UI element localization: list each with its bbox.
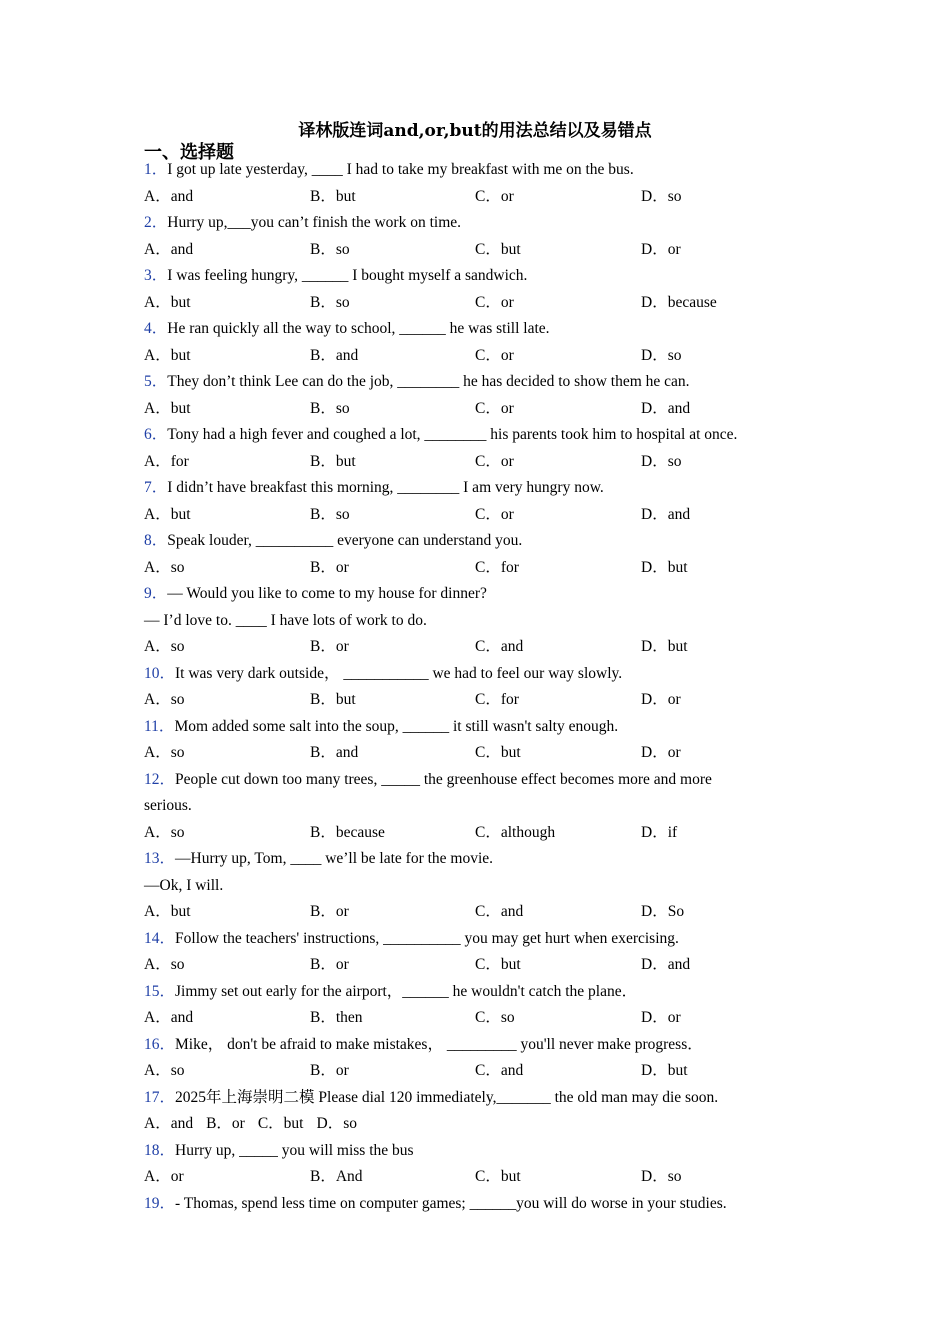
question-text: Tony had a high fever and coughed a lot, ________ his parents took him to hospital at once. [167,426,738,443]
answer-option[interactable]: C．but [475,1168,521,1185]
answer-option[interactable]: D．or [641,1009,681,1026]
answer-option[interactable]: D．So [641,903,685,920]
answer-option[interactable]: D．or [641,744,681,761]
question-number: 14． [144,929,176,947]
question-number: 19． [144,1194,176,1212]
question-text: 2025年上海崇明二模 Please dial 120 immediately,_______ the old man may die soon. [175,1088,719,1106]
answer-options [144,343,804,370]
answer-option[interactable]: B．but [310,187,356,205]
answer-option[interactable]: C．but [475,240,521,258]
answer-options [144,740,804,767]
question-stem [144,316,804,343]
question-stem-continued [144,608,804,635]
answer-options [144,290,804,317]
question-stem [144,369,804,396]
answer-option[interactable]: C．or [475,399,514,417]
answer-option[interactable]: D．or [641,240,681,258]
answer-option[interactable]: A．and [144,240,194,258]
answer-options [144,449,804,476]
answer-options [144,1164,804,1191]
answer-options [144,184,804,211]
question-number: 8． [144,532,168,549]
answer-option[interactable]: B．because [310,823,385,841]
answer-option[interactable]: A．for [144,452,189,470]
question-text: I got up late yesterday, ____ I had to take my breakfast with me on the bus. [167,161,634,178]
question-stem [144,475,804,502]
question-text: He ran quickly all the way to school, ______ he was still late. [167,320,550,337]
question-number: 4． [144,320,168,337]
answer-options [144,899,804,926]
answer-option[interactable]: C．and [475,638,524,655]
answer-option[interactable]: D．and [641,956,691,973]
answer-option[interactable]: A．but [144,346,191,364]
question-number: 10． [144,664,176,682]
question-item [144,475,804,528]
question-stem [144,157,804,184]
answer-options [144,502,804,529]
answer-options [144,634,804,661]
question-stem-continued [144,873,804,900]
answer-option[interactable]: B．so [310,240,350,258]
question-item [144,1032,804,1085]
question-text: People cut down too many trees, _____ the greenhouse effect becomes more and more [175,770,712,788]
question-list [144,157,804,1217]
answer-option[interactable]: A．so [144,638,185,655]
question-number: 9． [144,585,168,602]
question-stem [144,263,804,290]
answer-option[interactable]: D．if [641,823,678,841]
answer-option[interactable]: A．so [144,744,185,761]
question-text: Speak louder, __________ everyone can understand you. [167,532,523,549]
question-number: 5． [144,373,168,390]
question-number: 7． [144,479,168,496]
answer-option[interactable]: C．although [475,823,556,841]
answer-option[interactable]: C．or [475,346,514,364]
answer-option[interactable]: A．and [144,187,194,205]
answer-option[interactable]: A．and [144,1009,194,1026]
answer-option[interactable]: A．so [144,956,185,973]
answer-option[interactable]: B．but [310,452,356,470]
question-text: They don’t think Lee can do the job, ________ he has decided to show them he can. [167,373,690,390]
question-number: 15． [144,982,176,1000]
question-stem [144,714,804,741]
question-item [144,369,804,422]
question-text: — Would you like to come to my house for dinner? [167,585,487,602]
question-item [144,528,804,581]
answer-option[interactable]: C．or [475,505,514,523]
question-stem [144,1032,804,1059]
question-number: 18． [144,1141,176,1159]
answer-option[interactable]: B．and [310,346,359,364]
question-stem [144,422,804,449]
document-title: 译林版连词and,or,but的用法总结以及易错点 [298,121,652,141]
answer-option[interactable]: B．so [310,505,350,523]
question-stem [144,1191,804,1218]
answer-option[interactable]: B．so [310,399,350,417]
question-stem [144,846,804,873]
answer-option[interactable]: A．or [144,1168,184,1185]
question-item [144,1191,804,1218]
question-item [144,714,804,767]
answer-option[interactable]: D．so [316,1115,357,1132]
answer-option[interactable]: B．or [310,1062,349,1079]
question-stem [144,1085,804,1112]
answer-option[interactable]: A．so [144,823,185,841]
question-number: 1． [144,161,168,178]
answer-option[interactable]: D．because [641,293,717,311]
question-stem [144,210,804,237]
answer-option[interactable]: D．so [641,1168,682,1185]
question-text: —Hurry up, Tom, ____ we’ll be late for the movie. [175,850,494,867]
question-item [144,661,804,714]
question-item [144,581,804,661]
answer-option[interactable]: D．and [641,399,691,417]
question-item [144,1138,804,1191]
question-number: 17． [144,1088,176,1106]
answer-option[interactable]: C．but [475,956,521,973]
question-stem [144,926,804,953]
answer-option[interactable]: A．but [144,293,191,311]
question-item [144,210,804,263]
question-number: 16． [144,1035,176,1053]
question-item [144,1085,804,1138]
answer-option[interactable]: D．so [641,346,682,364]
question-stem [144,1138,804,1165]
answer-options [144,555,804,582]
answer-option[interactable]: D．so [641,452,682,470]
question-text: —Ok, I will. [144,876,224,894]
question-text: - Thomas, spend less time on computer games; ______you will do worse in your studies. [175,1194,727,1212]
answer-option[interactable]: C．and [475,903,524,920]
answer-options [144,1058,804,1085]
answer-option[interactable]: A．so [144,691,185,708]
question-stem [144,528,804,555]
question-number: 2． [144,214,168,231]
question-item [144,767,804,847]
answer-option[interactable]: C．or [475,452,514,470]
question-text: It was very dark outside， ___________ we had to feel our way slowly. [175,664,623,682]
question-number: 6． [144,426,168,443]
question-item [144,979,804,1032]
answer-option[interactable]: B．or [310,638,349,655]
question-text: Jimmy set out early for the airport，______ he wouldn't catch the plane． [175,982,638,1000]
answer-option[interactable]: C．so [475,1009,515,1026]
answer-option[interactable]: C．but [257,1115,304,1132]
question-text: I was feeling hungry, ______ I bought myself a sandwich. [167,267,528,284]
answer-option[interactable]: B．then [310,1009,363,1026]
answer-options [144,237,804,264]
answer-option[interactable]: C．but [475,744,521,761]
question-stem-continued [144,793,804,820]
answer-option[interactable]: D．and [641,505,691,523]
answer-options [144,396,804,423]
answer-option[interactable]: B．or [310,903,349,920]
question-number: 13． [144,850,176,867]
answer-option[interactable]: B．or [310,558,349,576]
answer-option[interactable]: B．or [310,956,349,973]
answer-option[interactable]: C．for [475,558,519,576]
question-text: Hurry up, _____ you will miss the bus [175,1141,414,1159]
answer-options [144,820,804,847]
answer-option[interactable]: B．so [310,293,350,311]
answer-option[interactable]: D．but [641,638,688,655]
question-item [144,422,804,475]
question-stem [144,661,804,688]
answer-option[interactable]: D．but [641,558,688,576]
section-heading: 一、选择题 [144,142,234,163]
answer-option[interactable]: B．And [310,1168,363,1185]
question-item [144,926,804,979]
answer-options [144,1005,804,1032]
question-item [144,316,804,369]
answer-option[interactable]: C．or [475,187,514,205]
question-text: I didn’t have breakfast this morning, ________ I am very hungry now. [167,479,604,496]
question-number: 11． [144,717,175,735]
question-stem [144,581,804,608]
answer-option[interactable]: A．so [144,558,185,576]
question-item [144,157,804,210]
question-number: 3． [144,267,168,284]
answer-options [144,687,804,714]
question-item [144,846,804,926]
question-stem [144,767,804,794]
question-text: Mom added some salt into the soup, ______ it still wasn't salty enough. [174,717,619,735]
answer-option[interactable]: B．but [310,691,356,708]
question-text: Hurry up,___you can’t finish the work on time. [167,214,462,231]
answer-options [144,952,804,979]
question-text: Follow the teachers' instructions, __________ you may get hurt when exercising. [175,929,679,947]
question-text: Mike， don't be afraid to make mistakes， _________ you'll never make progress． [175,1035,703,1053]
answer-option[interactable]: D．but [641,1062,688,1079]
answer-option[interactable]: C．and [475,1062,524,1079]
answer-option[interactable]: C．for [475,691,519,708]
question-text: serious. [144,797,192,814]
answer-option[interactable]: A．and [144,1115,194,1132]
answer-option[interactable]: A．but [144,399,191,417]
answer-option[interactable]: A．so [144,1062,185,1079]
question-stem [144,979,804,1006]
question-number: 12． [144,770,176,788]
question-text: — I’d love to. ____ I have lots of work to do. [144,611,427,629]
answer-option[interactable]: D．so [641,187,682,205]
answer-option[interactable]: D．or [641,691,681,708]
answer-option[interactable]: B．and [310,744,359,761]
answer-option[interactable]: B．or [206,1115,245,1132]
question-item [144,263,804,316]
answer-option[interactable]: A．but [144,903,191,920]
answer-option[interactable]: A．but [144,505,191,523]
answer-option[interactable]: C．or [475,293,514,311]
answer-options [144,1111,804,1138]
